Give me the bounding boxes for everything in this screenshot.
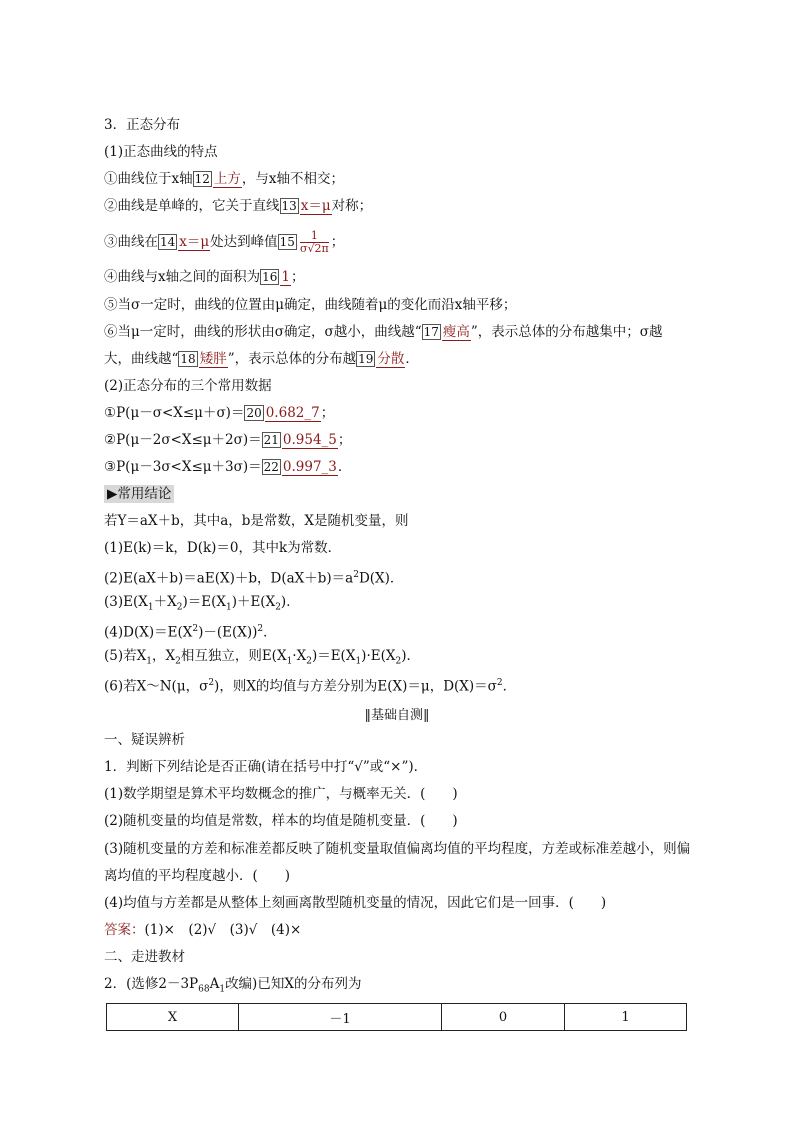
common-conclusion-tag: ▶常用结论: [104, 485, 174, 503]
table-cell: 0: [442, 1004, 565, 1031]
feature-2: ②曲线是单峰的，它关于直线 13 x＝μ对称；: [104, 198, 373, 214]
subsection-common-data: (2)正态分布的三个常用数据: [104, 378, 272, 394]
rule-intro: 若Y＝aX＋b，其中a，b是常数，X是随机变量，则: [104, 513, 409, 529]
feature-6-line2: 大，曲线越“ 18 矮胖”，表示总体的分布越 19 分散．: [104, 351, 419, 367]
table-cell: X: [107, 1004, 239, 1031]
table-row: [107, 1004, 687, 1031]
question-1a: (1)数学期望是算术平均数概念的推广，与概率无关．( ): [104, 786, 458, 802]
answer-line: [104, 921, 301, 939]
question-1c-line1: (3)随机变量的方差和标准差都反映了随机变量取值偏离均值的平均程度，方差或标准差越小，则偏: [104, 841, 691, 857]
base-self-test-title: ‖基础自测‖: [364, 708, 430, 723]
feature-6-line1: ⑥当μ一定时，曲线的形状由σ确定，σ越小，曲线越“ 17 瘦高”，表示总体的分布越集中；σ越: [104, 324, 663, 340]
feature-1: ①曲线位于x轴 12 上方，与x轴不相交；: [104, 171, 345, 187]
data-1: ①P(μ－σ<X≤μ＋σ)＝ 20 0.682_7；: [104, 405, 335, 421]
feature-5: ⑤当σ一定时，曲线的位置由μ确定，曲线随着μ的变化而沿x轴平移；: [104, 297, 517, 313]
feature-4: ④曲线与x轴之间的面积为 16 1；: [104, 269, 305, 285]
rule-4: $(4)D(X)=E(X^2)-(E(X))^2$．: [104, 624, 277, 641]
question-1d: (4)均值与方差都是从整体上刻画离散型随机变量的情况，因此它们是一回事．( ): [104, 895, 607, 911]
rule-6: (6)若X～N(μ，$\sigma^2$)，则X的均值与方差分别为E(X)＝μ，$D(X)=\sigma^2$．: [104, 678, 517, 695]
data-3: ③P(μ－3σ<X≤μ＋3σ)＝ 22 0.997_3．: [104, 459, 352, 475]
question-1: 1．判断下列结论是否正确(请在括号中打“√”或“×”)．: [104, 759, 428, 775]
table-cell: －1: [239, 1004, 442, 1031]
answer-text: (1)× (2)√ (3)√ (4)×: [144, 922, 302, 938]
question-1b: (2)随机变量的均值是常数，样本的均值是随机变量．( ): [104, 813, 458, 829]
data-2: ②P(μ－2σ<X≤μ＋2σ)＝ 21 0.954_5；: [104, 432, 352, 448]
feature-3: ③曲线在 14 x＝μ处达到峰值 15 $\frac{1}{\sigma√2\pi}$ ；: [104, 229, 345, 255]
question-2: 2．(选修$2-3P_{68}A_1$改编)已知X的分布列为: [104, 976, 362, 995]
rule-3: $(3)E(X_1+X_2)=E(X_1)+E(X_2)$．: [104, 594, 300, 613]
peak-fraction: $\frac{1}{\sigma√2\pi}$: [299, 229, 329, 255]
subsection-normal-curve: (1)正态曲线的特点: [104, 144, 218, 160]
part-two-heading: 二、走进教材: [104, 949, 185, 965]
distribution-table: [106, 1003, 687, 1031]
section-title: 3．正态分布: [104, 117, 181, 133]
rule-1: (1)E(k)＝k，D(k)＝0，其中k为常数．: [104, 540, 342, 556]
answer-label: 答案：: [104, 922, 145, 938]
table-cell: 1: [565, 1004, 687, 1031]
rule-5: (5)若$X_1$，$X_2$相互独立，则$E(X_1\cdot X_2)=E(X_1)\cdot E(X_2)$．: [104, 648, 420, 667]
question-1c-line2: 离均值的平均程度越小．( ): [104, 868, 291, 884]
rule-2: (2)E(aX＋b)＝aE(X)＋b，$D(aX+b)=a^2D(X)$．: [104, 570, 404, 587]
part-one-heading: 一、疑误辨析: [104, 732, 185, 748]
